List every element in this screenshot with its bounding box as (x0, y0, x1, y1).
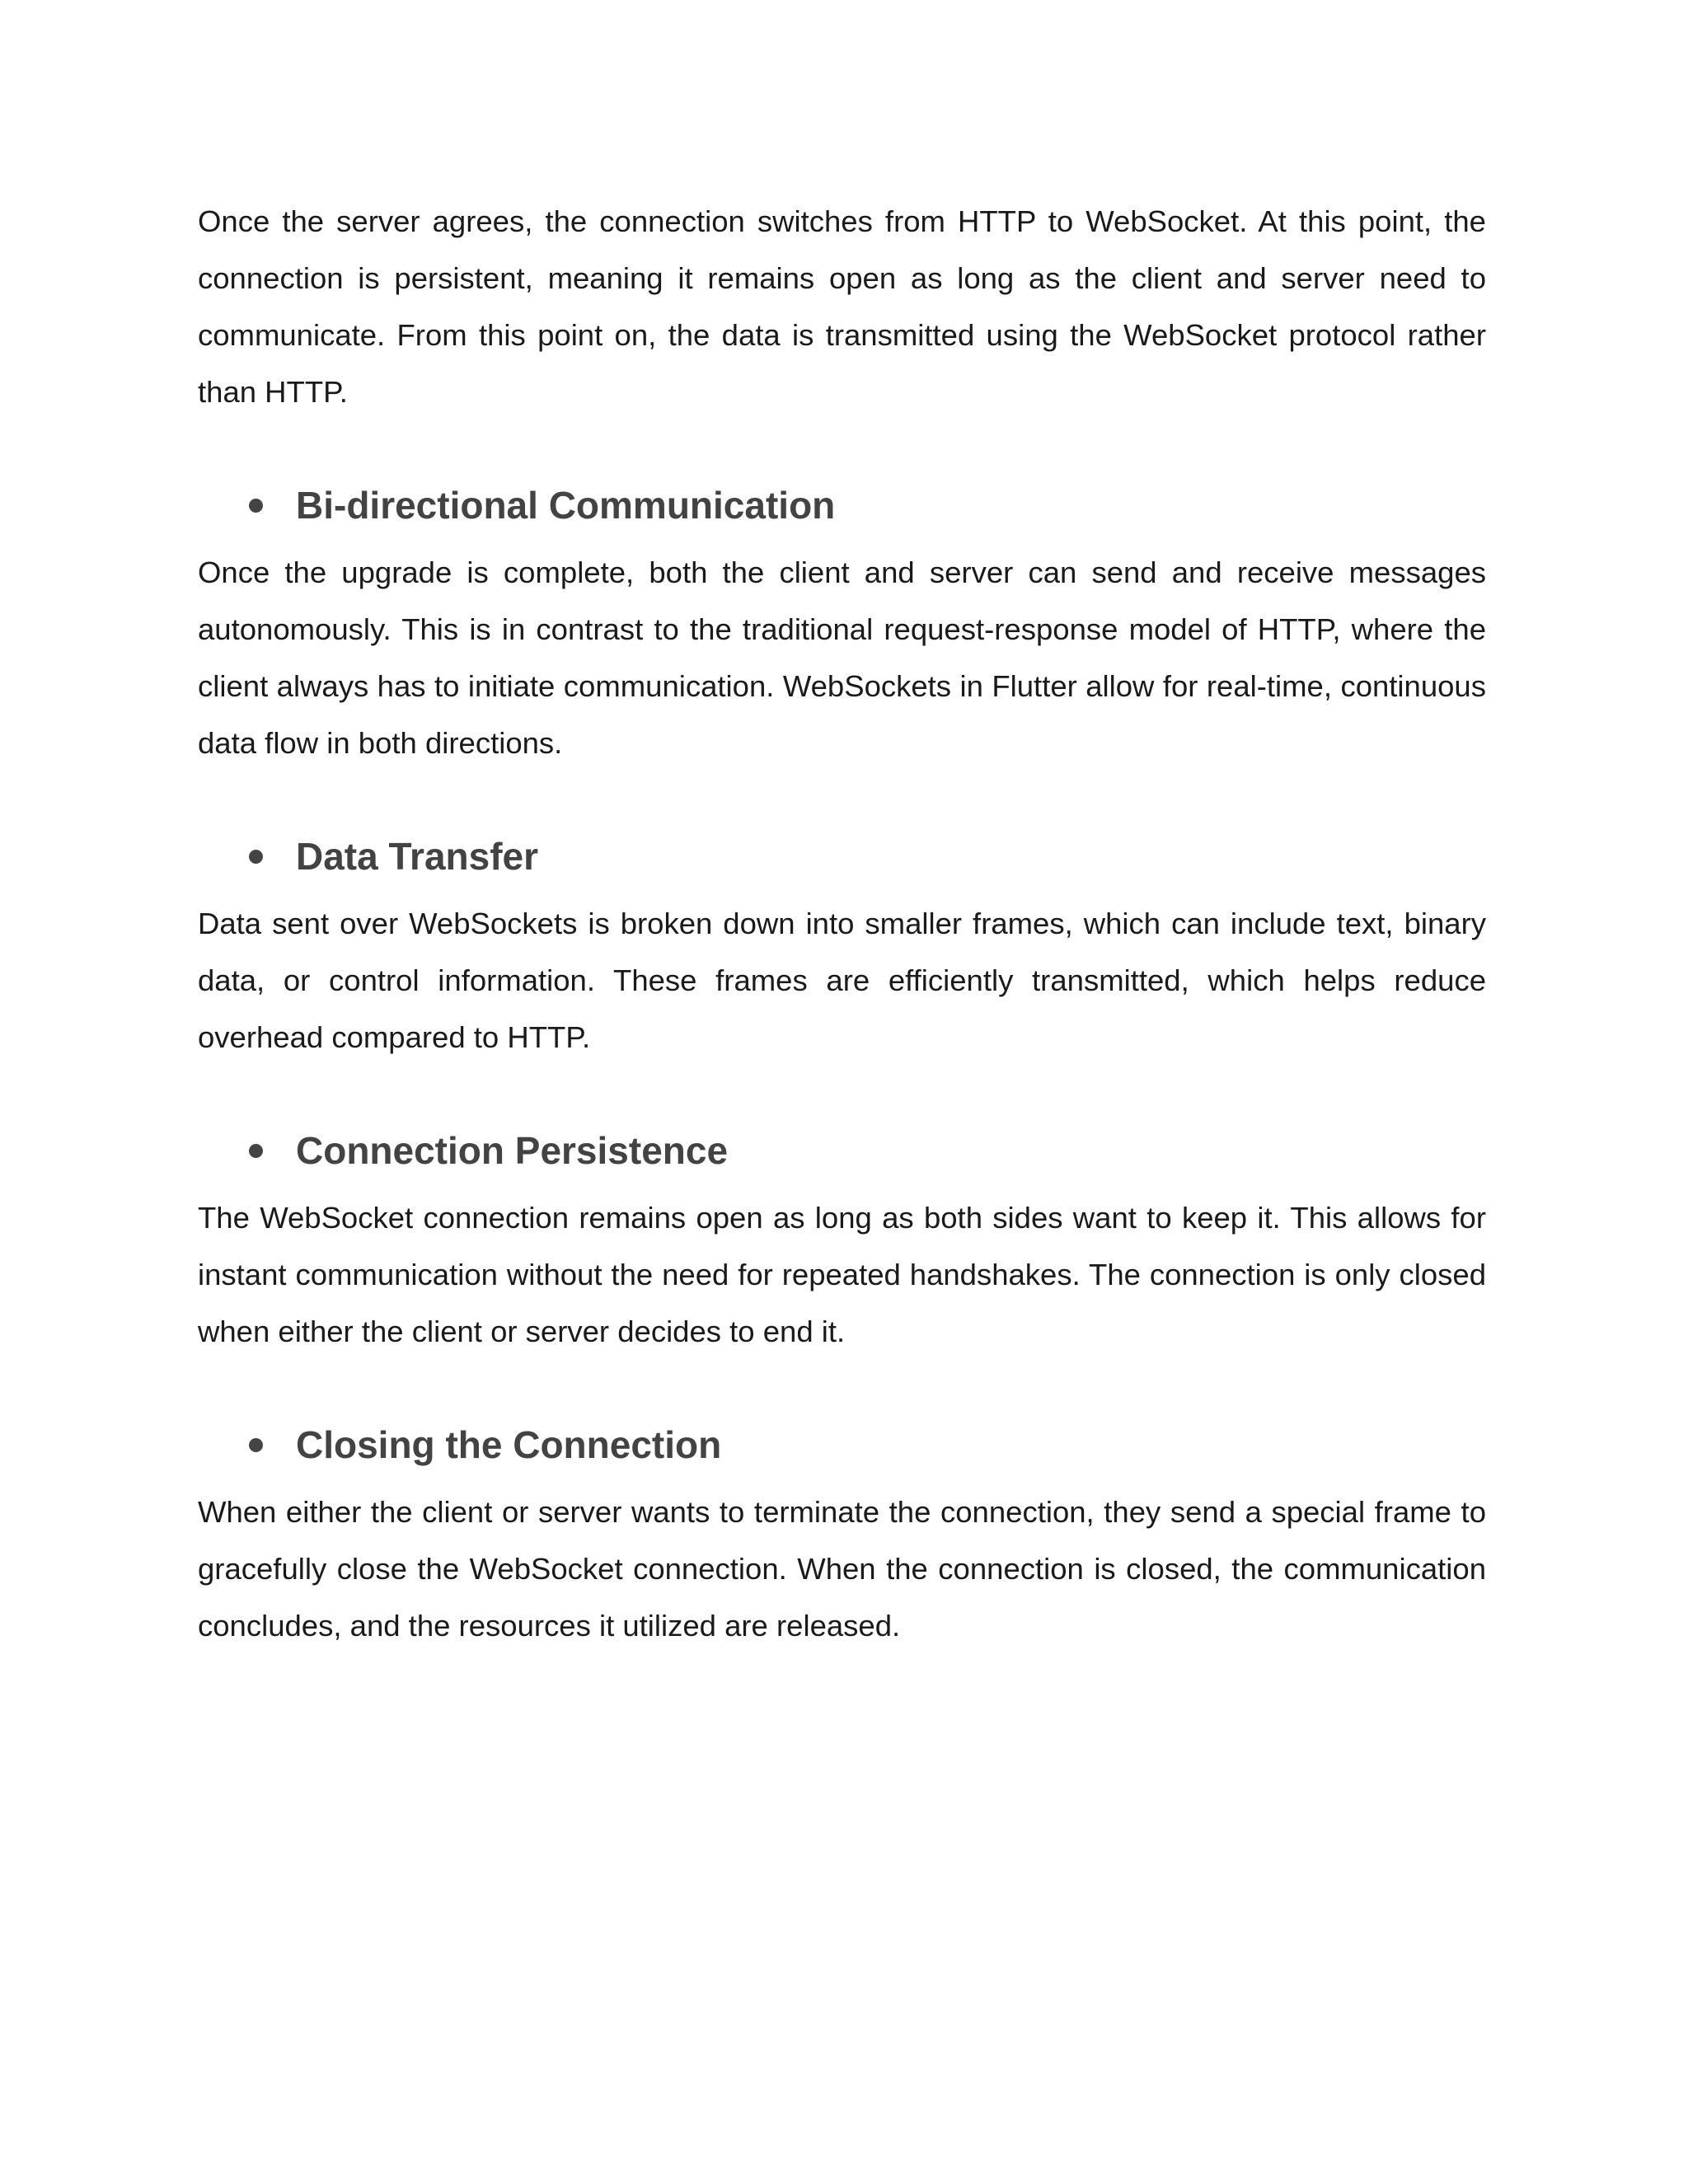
section-body: Data sent over WebSockets is broken down into smaller frames, which can include text, binary data, or control information. These frames are efficiently transmitted, which helps reduce overhead compared to HTTP. (198, 907, 1486, 1054)
bullet-icon (249, 1438, 263, 1452)
section-heading (198, 1409, 1486, 1480)
section-body: When either the client or server wants to terminate the connection, they send a special frame to gracefully close the WebSocket connection. When the connection is closed, the communication concludes, and the resources it utilized are released. (198, 1495, 1486, 1643)
section-closing-the-connection (198, 1409, 1486, 1654)
section-bidirectional-communication (198, 470, 1486, 771)
bullet-icon (249, 499, 263, 513)
intro-paragraph: Once the server agrees, the connection switches from HTTP to WebSocket. At this point, the connection is persistent, meaning it remains open as long as the client and server need to communicate. From this point on, the data is transmitted using the WebSocket protocol rather than HTTP. (198, 204, 1486, 409)
document-content (198, 193, 1486, 1654)
section-body: Once the upgrade is complete, both the client and server can send and receive messages autonomously. This is in contrast to the traditional request-response model of HTTP, where the client always has to initiate communication. WebSockets in Flutter allow for real-time, continuous data flow in both directions. (198, 555, 1486, 760)
section-heading-text: Bi-directional Communication (296, 484, 836, 527)
section-heading-text: Closing the Connection (296, 1423, 722, 1466)
section-heading (198, 1115, 1486, 1186)
section-data-transfer (198, 821, 1486, 1066)
section-heading-text: Data Transfer (296, 835, 539, 878)
section-connection-persistence (198, 1115, 1486, 1360)
section-heading (198, 821, 1486, 892)
bullet-icon (249, 1144, 263, 1158)
bullet-icon (249, 850, 263, 864)
section-body: The WebSocket connection remains open as long as both sides want to keep it. This allows for instant communication without the need for repeated handshakes. The connection is only closed when either the client or server decides to end it. (198, 1201, 1486, 1348)
section-heading (198, 470, 1486, 541)
section-heading-text: Connection Persistence (296, 1129, 729, 1172)
